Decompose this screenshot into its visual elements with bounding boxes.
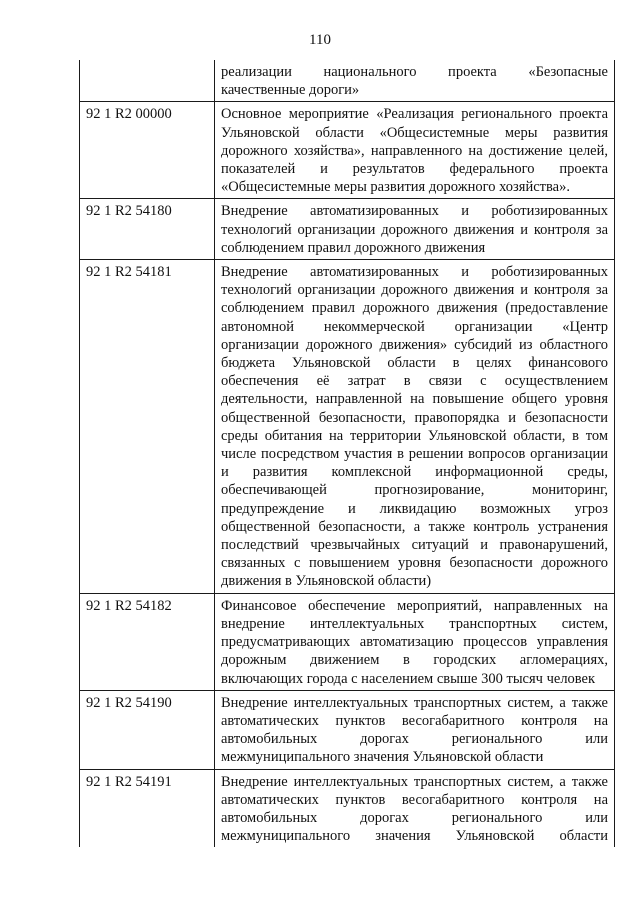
row-description: Основное мероприятие «Реализация регионального проекта Ульяновской области «Общесистемные меры развития дорожного хозяйства», направленного на достижение целей, показателей и результатов федерального проекта «Общесистемные меры развития дорожного хозяйства». — [215, 102, 615, 199]
row-code — [80, 60, 215, 102]
table-row — [80, 593, 615, 690]
row-code: 92 1 R2 54182 — [80, 593, 215, 690]
row-description: Внедрение интеллектуальных транспортных систем, а также автоматических пунктов весогабаритного контроля на автомобильных дорогах регионального или межмуниципального значения Ульяновской области — [215, 769, 615, 847]
row-code: 92 1 R2 54191 — [80, 769, 215, 847]
row-code: 92 1 R2 54190 — [80, 690, 215, 769]
table-row — [80, 769, 615, 847]
table-row — [80, 102, 615, 199]
table-row — [80, 60, 615, 102]
row-description: Финансовое обеспечение мероприятий, направленных на внедрение интеллектуальных транспортных систем, предусматривающих автоматизацию процессов управления дорожным движением в городских агломерациях, включающих города с населением свыше 300 тысяч человек — [215, 593, 615, 690]
row-description: Внедрение автоматизированных и роботизированных технологий организации дорожного движения и контроля за соблюдением правил дорожного движения — [215, 199, 615, 260]
table-row — [80, 199, 615, 260]
row-description: реализации национального проекта «Безопасные качественные дороги» — [215, 60, 615, 102]
page-number: 110 — [309, 32, 331, 48]
row-code: 92 1 R2 54181 — [80, 260, 215, 594]
row-code: 92 1 R2 00000 — [80, 102, 215, 199]
table-row — [80, 260, 615, 594]
row-code: 92 1 R2 54180 — [80, 199, 215, 260]
row-description: Внедрение автоматизированных и роботизированных технологий организации дорожного движения и контроля за соблюдением правил дорожного движения (предоставление автономной некоммерческой организации «Центр организации дорожного движения» субсидий из областного бюджета Ульяновской области в целях финансового обеспечения её затрат в связи с осуществлением деятельности, направленной на повышение общего уровня общественной безопасности, правопорядка и безопасности среды обитания на территории Ульяновской области, в том числе посредством участия в решении вопросов организации и развития комплексной информационной среды, обеспечивающей прогнозирование, мониторинг, предупреждение и ликвидацию возможных угроз общественной безопасности, а также контроль устранения последствий чрезвычайных ситуаций и правонарушений, связанных с повышением уровня безопасности дорожного движения в Ульяновской области) — [215, 260, 615, 594]
table-row — [80, 690, 615, 769]
row-description: Внедрение интеллектуальных транспортных систем, а также автоматических пунктов весогабаритного контроля на автомобильных дорогах регионального или межмуниципального значения Ульяновской области — [215, 690, 615, 769]
classification-table — [79, 60, 615, 847]
